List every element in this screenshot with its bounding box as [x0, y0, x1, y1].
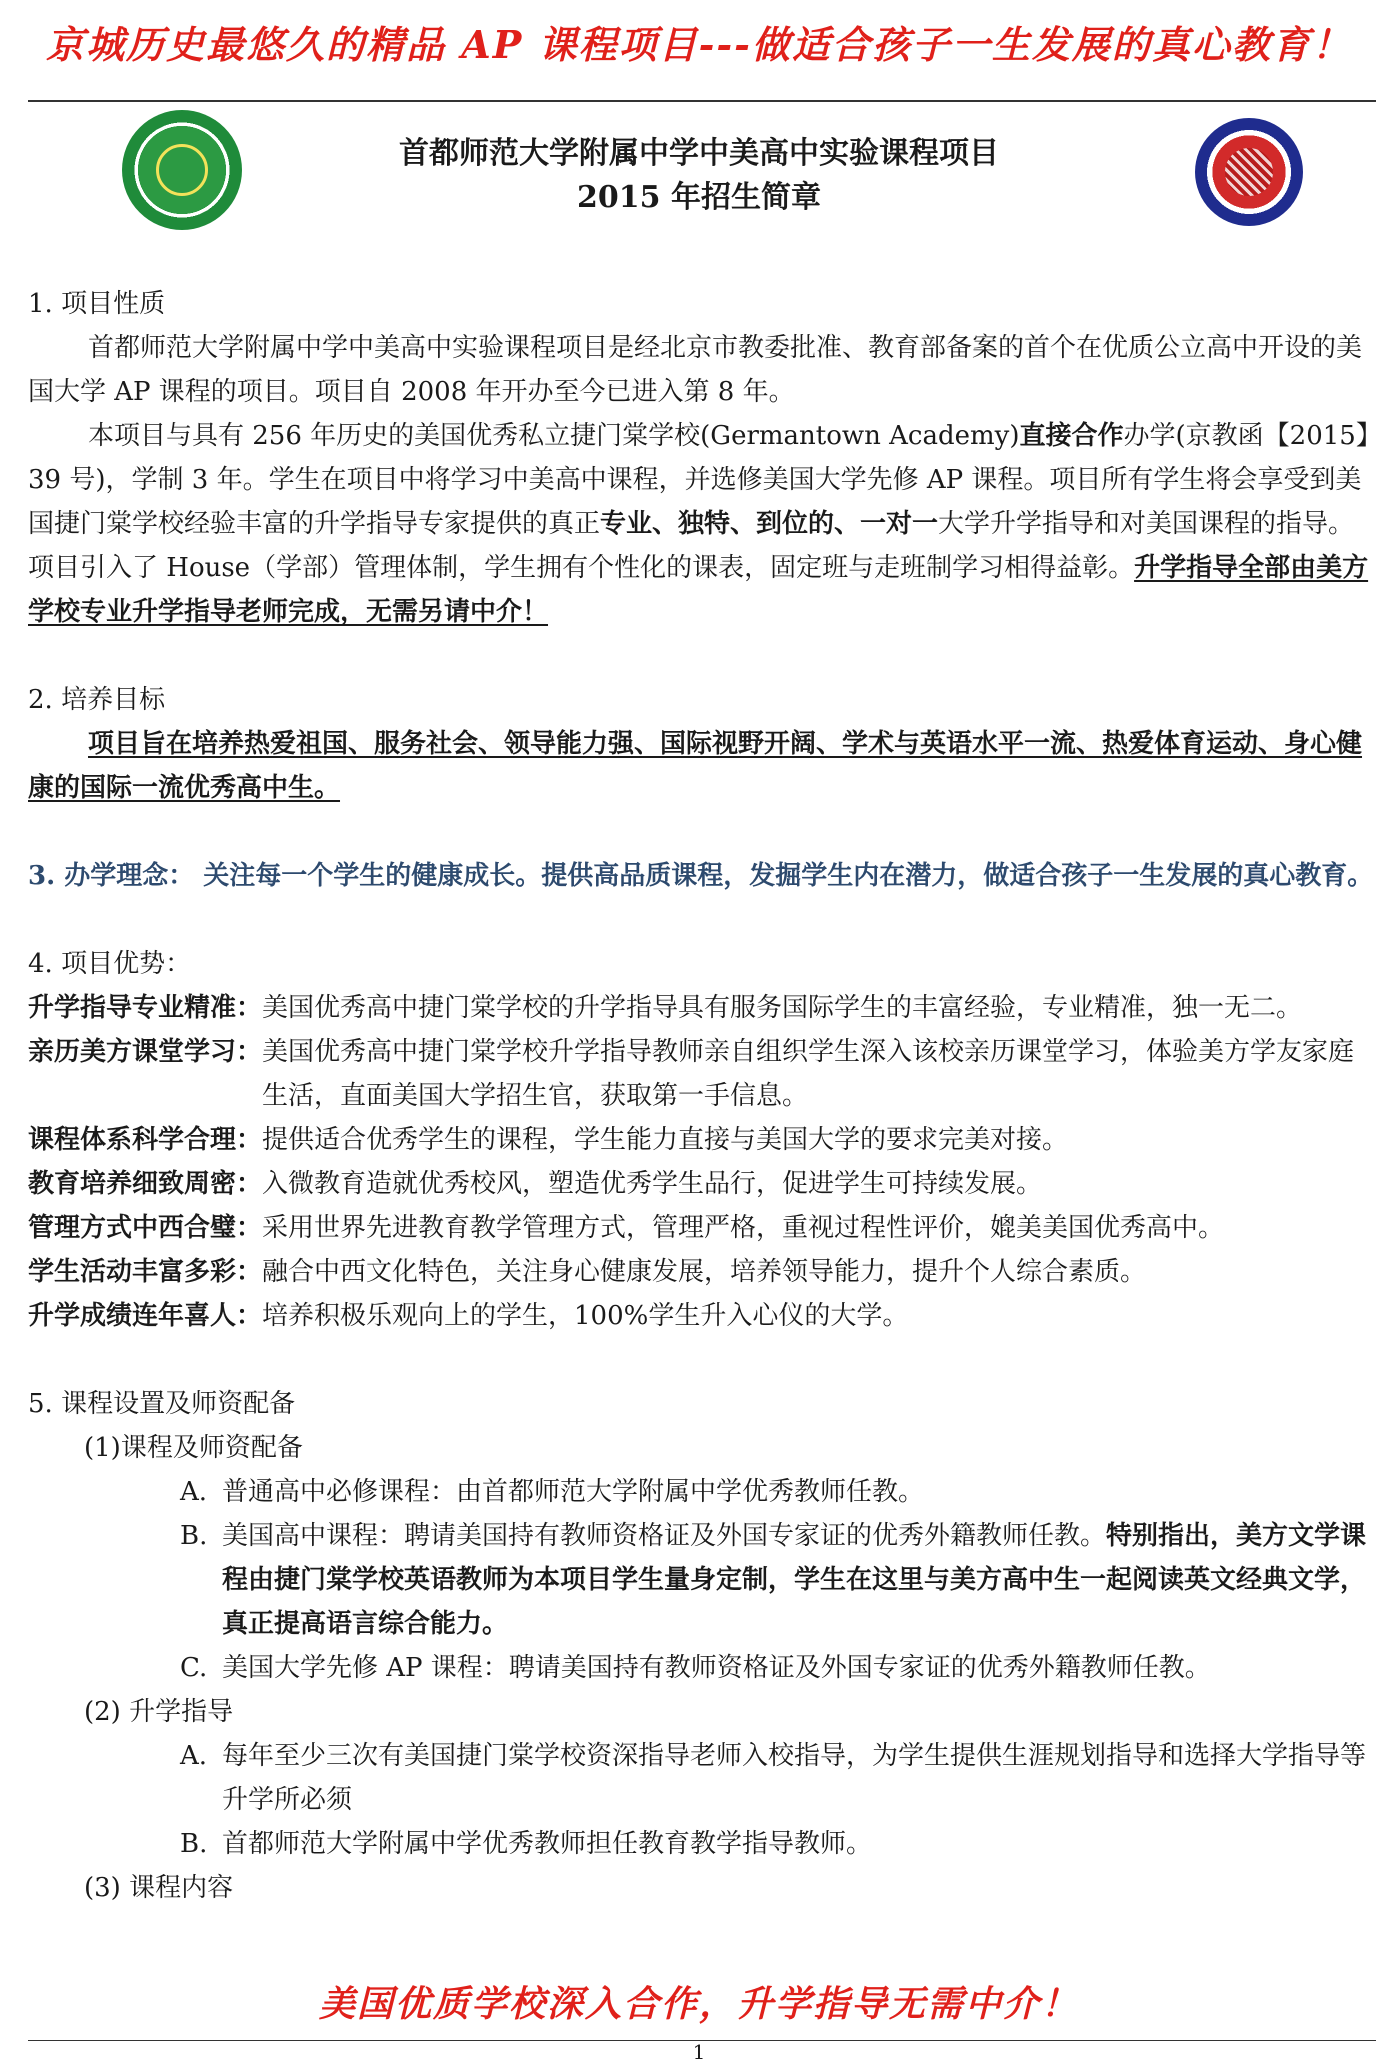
section-5-sub-1: (1)课程及师资配备	[84, 1433, 303, 1463]
section-5-sub-3: (3) 课程内容	[84, 1873, 234, 1903]
advantage-item: 学生活动丰富多彩： 融合中西文化特色，关注身心健康发展，培养领导能力，提升个人综合素质。	[28, 1257, 1147, 1287]
section-1-paragraph-2: 本项目与具有 256 年历史的美国优秀私立捷门棠学校(Germantown Academy)直接合作办学(京教函【2015】39 号)，学制 3 年。学生在项目中将学习中美高中课程，并选修美国大学先修 AP 课程。项目所有学生将会享受到美国捷门棠学校经验丰富的升学指导专家提供的真正专业、独特、到位的、一对一大学升学指导和对美国课程的指导。项目引入了 House（学部）管理体制，学生拥有个性化的课表，固定班与走班制学习相得益彰。升学指导全部由美方学校专业升学指导老师完成，无需另请中介！	[28, 421, 1369, 627]
bottom-banner: 美国优质学校深入合作，升学指导无需中介！	[318, 1983, 1079, 2025]
advantage-item: 课程体系科学合理： 提供适合优秀学生的课程，学生能力直接与美国大学的要求完美对接。	[28, 1125, 1069, 1155]
document-subtitle: 2015 年招生简章	[577, 180, 821, 215]
advantage-item: 管理方式中西合璧： 采用世界先进教育教学管理方式，管理严格，重视过程性评价，媲美美国优秀高中。	[28, 1213, 1225, 1243]
advantage-item: 升学指导专业精准： 美国优秀高中捷门棠学校的升学指导具有服务国际学生的丰富经验，专业精准，独一无二。	[28, 993, 1303, 1023]
section-4-heading: 4. 项目优势：	[28, 949, 192, 979]
highlight-statement: 升学指导全部由美方学校专业升学指导老师完成，无需另请中介！	[28, 553, 1369, 627]
page-number: 1	[692, 2040, 706, 2064]
course-item: C. 美国大学先修 AP 课程：聘请美国持有教师资格证及外国专家证的优秀外籍教师任教。	[180, 1653, 1211, 1683]
section-2-heading: 2. 培养目标	[28, 685, 166, 715]
section-1-heading: 1. 项目性质	[28, 289, 166, 319]
advantage-item: 教育培养细致周密： 入微教育造就优秀校风，塑造优秀学生品行，促进学生可持续发展。	[28, 1169, 1043, 1199]
section-3-philosophy: 3. 办学理念： 关注每一个学生的健康成长。提供高品质课程，发掘学生内在潜力，做适合孩子一生发展的真心教育。	[28, 861, 1374, 891]
document-title: 首都师范大学附属中学中美高中实验课程项目	[399, 136, 999, 171]
advantages-list	[28, 986, 1374, 1338]
section-2-goal: 项目旨在培养热爱祖国、服务社会、领导能力强、国际视野开阔、学术与英语水平一流、热爱体育运动、身心健康的国际一流优秀高中生。	[28, 729, 1363, 803]
guidance-item: B. 首都师范大学附属中学优秀教师担任教育教学指导教师。	[180, 1829, 873, 1859]
advantage-item: 升学成绩连年喜人： 培养积极乐观向上的学生，100%学生升入心仪的大学。	[28, 1301, 909, 1331]
advantage-item: 亲历美方课堂学习： 美国优秀高中捷门棠学校升学指导教师亲自组织学生深入该校亲历课堂学习，体验美方学友家庭生活，直面美国大学招生官，获取第一手信息。	[28, 1037, 1355, 1111]
section-5-heading: 5. 课程设置及师资配备	[28, 1389, 296, 1419]
guidance-item: A. 每年至少三次有美国捷门棠学校资深指导老师入校指导，为学生提供生涯规划指导和选择大学指导等升学所必须	[180, 1741, 1367, 1815]
section-1-paragraph-1: 首都师范大学附属中学中美高中实验课程项目是经北京市教委批准、教育部备案的首个在优质公立高中开设的美国大学 AP 课程的项目。项目自 2008 年开办至今已进入第 8 年。	[28, 333, 1363, 407]
course-item: A. 普通高中必修课程：由首都师范大学附属中学优秀教师任教。	[180, 1477, 925, 1507]
top-banner: 京城历史最悠久的精品 AP 课程项目---做适合孩子一生发展的真心教育！	[46, 22, 1352, 67]
header-rule	[28, 100, 1376, 102]
course-item: B. 美国高中课程：聘请美国持有教师资格证及外国专家证的优秀外籍教师任教。特别指出，美方文学课程由捷门棠学校英语教师为本项目学生量身定制，学生在这里与美方高中生一起阅读英文经典文学，真正提高语言综合能力。	[180, 1521, 1367, 1639]
document-body	[28, 282, 1374, 1910]
section-5-sub-2: (2) 升学指导	[84, 1697, 234, 1727]
